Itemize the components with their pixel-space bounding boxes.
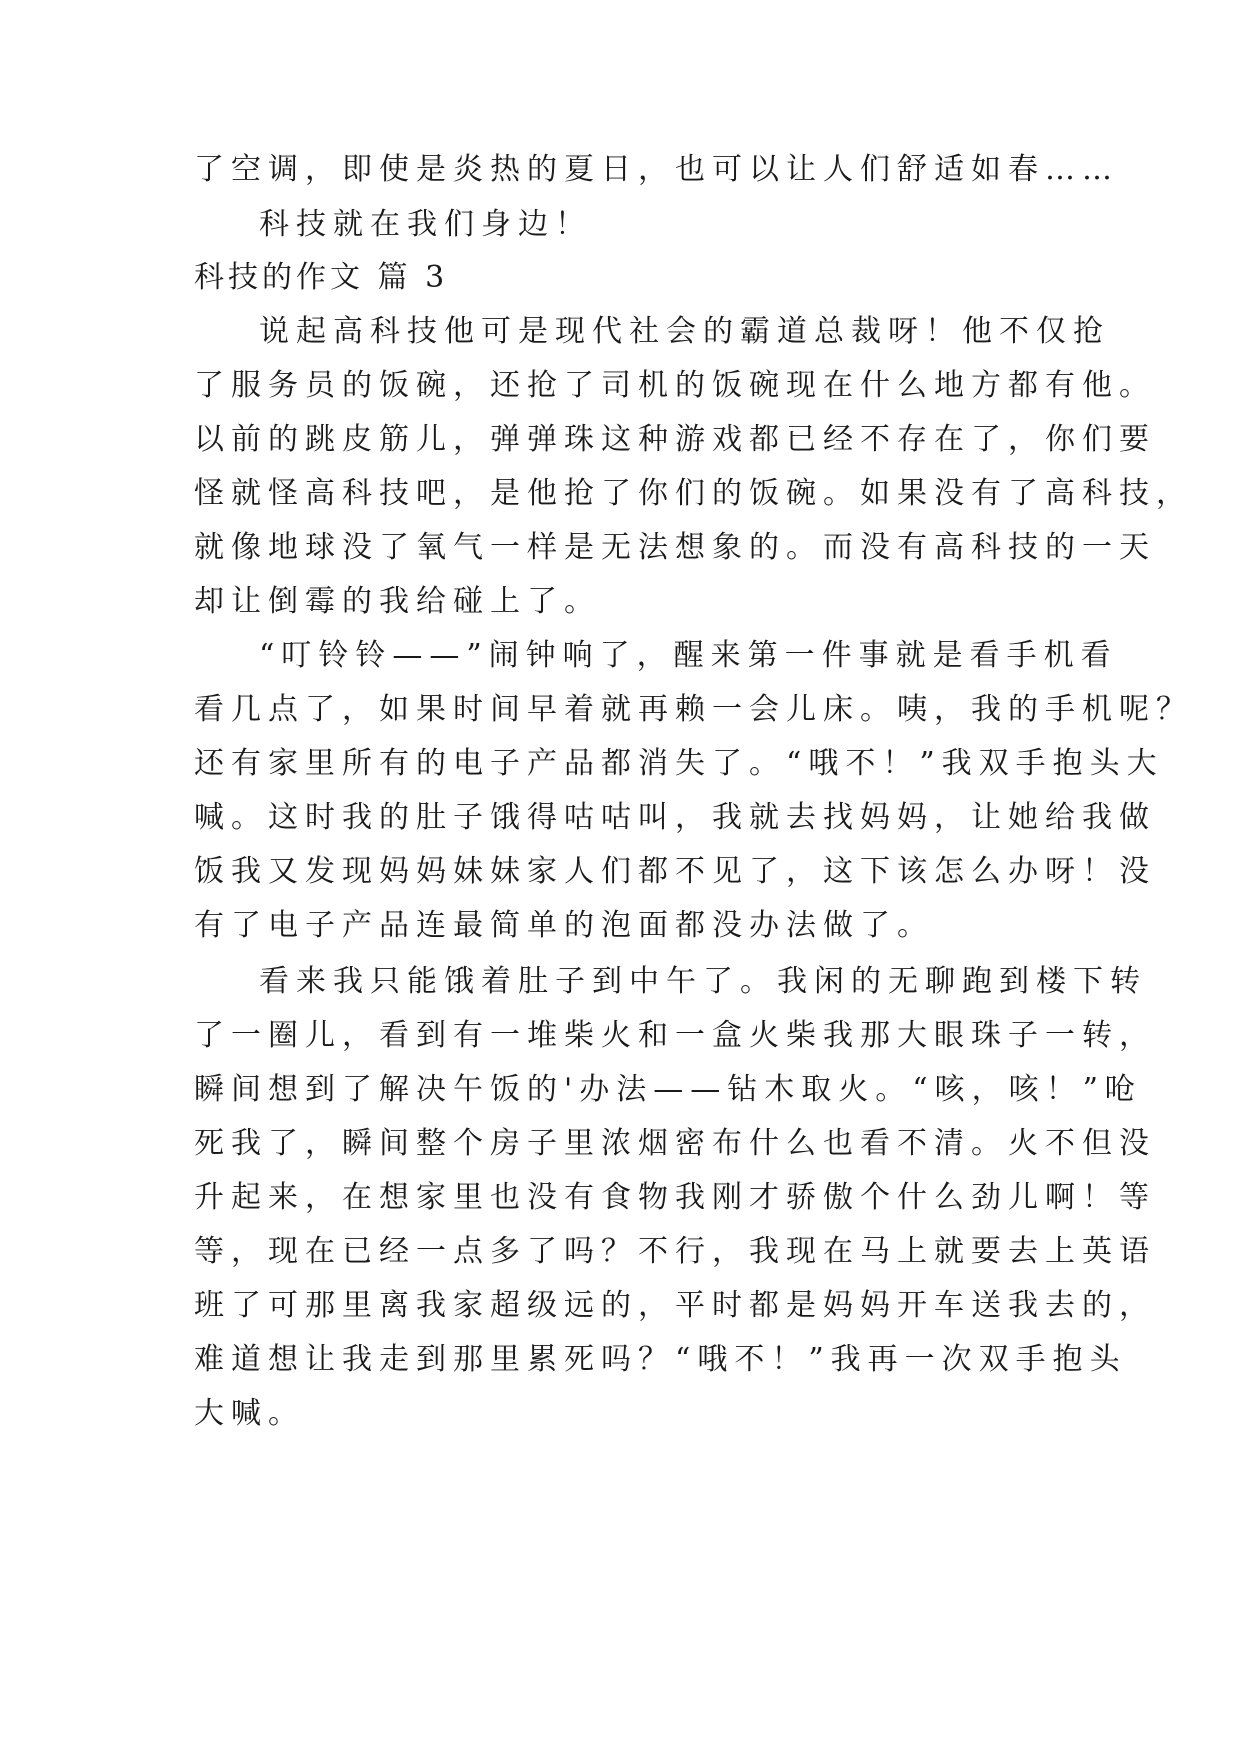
- text-line: 看几点了，如果时间早着就再赖一会儿床。咦，我的手机呢？: [194, 692, 1193, 727]
- text-line: 等，现在已经一点多了吗？不行，我现在马上就要去上英语: [194, 1234, 1156, 1269]
- text-line: 却让倒霉的我给碰上了。: [194, 584, 601, 619]
- text-line: 看来我只能饿着肚子到中午了。我闲的无聊跑到楼下转: [259, 964, 1147, 999]
- text-line: “叮铃铃——”闹钟响了，醒来第一件事就是看手机看: [259, 638, 1118, 673]
- text-line: 升起来，在想家里也没有食物我刚才骄傲个什么劲儿啊！等: [194, 1180, 1156, 1215]
- text-line: 就像地球没了氧气一样是无法想象的。而没有高科技的一天: [194, 530, 1156, 565]
- text-line: 了服务员的饭碗，还抢了司机的饭碗现在什么地方都有他。: [194, 368, 1156, 403]
- text-line: 喊。这时我的肚子饿得咕咕叫，我就去找妈妈，让她给我做: [194, 800, 1156, 835]
- text-line: 大喊。: [194, 1396, 305, 1431]
- text-line: 饭我又发现妈妈妹妹家人们都不见了，这下该怎么办呀！没: [194, 854, 1156, 889]
- text-line: 科技就在我们身边！: [259, 207, 592, 242]
- text-line: 难道想让我走到那里累死吗？“哦不！”我再一次双手抱头: [194, 1342, 1127, 1377]
- text-line: 说起高科技他可是现代社会的霸道总裁呀！他不仅抢: [259, 314, 1110, 349]
- text-line: 死我了，瞬间整个房子里浓烟密布什么也看不清。火不但没: [194, 1126, 1156, 1161]
- text-line: 以前的跳皮筋儿，弹弹珠这种游戏都已经不存在了，你们要: [194, 422, 1156, 457]
- text-line: 了空调，即使是炎热的夏日，也可以让人们舒适如春……: [194, 152, 1119, 187]
- text-line: 怪就怪高科技吧，是他抢了你们的饭碗。如果没有了高科技，: [194, 476, 1193, 511]
- section-heading: 科技的作文 篇 3: [194, 260, 449, 295]
- text-line: 瞬间想到了解决午饭的'办法——钻木取火。“咳，咳！”呛: [194, 1072, 1142, 1107]
- text-line: 有了电子产品连最简单的泡面都没办法做了。: [194, 908, 934, 943]
- text-line: 还有家里所有的电子产品都消失了。“哦不！”我双手抱头大: [194, 746, 1164, 781]
- text-line: 了一圈儿，看到有一堆柴火和一盒火柴我那大眼珠子一转，: [194, 1018, 1156, 1053]
- text-line: 班了可那里离我家超级远的，平时都是妈妈开车送我去的，: [194, 1288, 1156, 1323]
